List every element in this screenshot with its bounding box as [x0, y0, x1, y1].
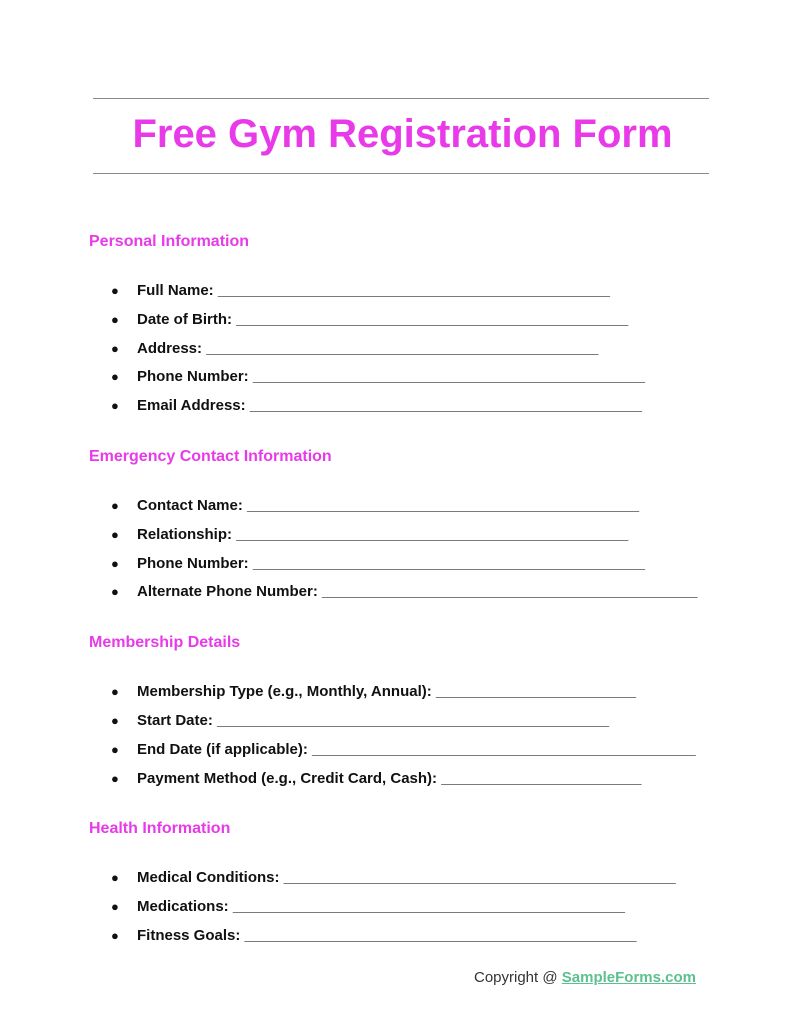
form-field[interactable] [89, 363, 769, 392]
field-blank-line[interactable]: _____________________________________________ [322, 583, 698, 601]
field-blank-line[interactable]: _______________________________________________ [244, 926, 637, 944]
field-label: Medical Conditions: [137, 869, 280, 887]
form-field[interactable] [89, 521, 769, 550]
field-label: Phone Number: [137, 368, 249, 386]
bullet-icon: ● [111, 311, 119, 327]
field-label: Address: [137, 339, 203, 357]
bullet-icon: ● [111, 770, 119, 786]
form-section [89, 633, 769, 793]
sampleforms-link[interactable]: SampleForms.com [561, 969, 696, 986]
field-blank-line[interactable]: ________________________ [435, 683, 637, 701]
field-blank-line[interactable]: ______________________________________________ [312, 740, 696, 758]
field-blank-line[interactable]: _______________________________________________ [217, 282, 610, 299]
field-blank-line[interactable]: _______________________________________________ [217, 711, 610, 729]
top-divider [93, 98, 709, 99]
field-label: Phone Number: [137, 554, 249, 572]
bullet-icon: ● [111, 398, 119, 414]
form-field[interactable] [89, 335, 769, 364]
field-label: Fitness Goals: [137, 926, 241, 944]
field-blank-line[interactable]: _______________________________________________ [283, 869, 676, 887]
form-section [89, 819, 769, 950]
form-section [89, 447, 769, 607]
field-blank-line[interactable]: _______________________________________________ [249, 397, 642, 415]
field-label: Start Date: [137, 711, 213, 729]
form-field[interactable] [89, 893, 769, 922]
field-blank-line[interactable]: _______________________________________________ [236, 310, 629, 328]
field-list [89, 492, 769, 607]
bullet-icon: ● [111, 899, 119, 915]
form-field[interactable] [89, 550, 769, 579]
bullet-icon: ● [111, 497, 119, 513]
bullet-icon: ● [111, 927, 119, 943]
field-list [89, 864, 769, 950]
form-field[interactable] [89, 707, 769, 736]
field-blank-line[interactable]: _______________________________________________ [206, 339, 599, 357]
section-heading: Membership Details [89, 634, 241, 652]
form-section [89, 232, 769, 421]
form-field[interactable] [89, 578, 769, 607]
bullet-icon: ● [111, 684, 119, 700]
field-blank-line[interactable]: _______________________________________________ [252, 368, 645, 386]
copyright-text: Copyright @ [474, 969, 562, 986]
field-blank-line[interactable]: _______________________________________________ [236, 525, 629, 543]
form-field[interactable] [89, 736, 769, 765]
field-blank-line[interactable]: _______________________________________________ [232, 898, 625, 916]
bullet-icon: ● [111, 712, 119, 728]
section-heading: Personal Information [89, 233, 250, 250]
bullet-icon: ● [111, 283, 119, 298]
bullet-icon: ● [111, 870, 119, 886]
form-field[interactable] [89, 392, 769, 421]
field-label: Full Name: [137, 282, 214, 299]
field-label: Date of Birth: [137, 310, 232, 328]
field-label: Relationship: [137, 525, 233, 543]
form-field[interactable] [89, 277, 769, 306]
field-label: Email Address: [137, 397, 246, 415]
field-list [89, 678, 769, 793]
bullet-icon: ● [111, 741, 119, 757]
bullet-icon: ● [111, 369, 119, 385]
field-label: Membership Type (e.g., Monthly, Annual): [137, 683, 432, 701]
bullet-icon: ● [111, 555, 119, 571]
field-label: End Date (if applicable): [137, 740, 308, 758]
section-heading: Health Information [89, 820, 231, 838]
field-label: Alternate Phone Number: [137, 583, 318, 601]
bullet-icon: ● [111, 584, 119, 600]
form-field[interactable] [89, 306, 769, 335]
form-field[interactable] [89, 864, 769, 893]
bullet-icon: ● [111, 526, 119, 542]
field-label: Payment Method (e.g., Credit Card, Cash): [137, 769, 438, 787]
field-label: Medications: [137, 898, 229, 916]
form-field[interactable] [89, 765, 769, 794]
form-field[interactable] [89, 678, 769, 707]
field-blank-line[interactable]: _______________________________________________ [247, 496, 640, 514]
form-body [89, 232, 769, 977]
form-field[interactable] [89, 492, 769, 521]
bullet-icon: ● [111, 340, 119, 356]
copyright-footer [474, 969, 696, 986]
section-heading: Emergency Contact Information [89, 447, 332, 465]
bottom-divider [93, 173, 709, 174]
field-label: Contact Name: [137, 496, 243, 514]
field-blank-line[interactable]: _______________________________________________ [252, 554, 645, 572]
page-title: Free Gym Registration Form [132, 112, 673, 156]
field-list [89, 277, 769, 421]
form-field[interactable] [89, 922, 769, 951]
field-blank-line[interactable]: ________________________ [441, 769, 642, 787]
